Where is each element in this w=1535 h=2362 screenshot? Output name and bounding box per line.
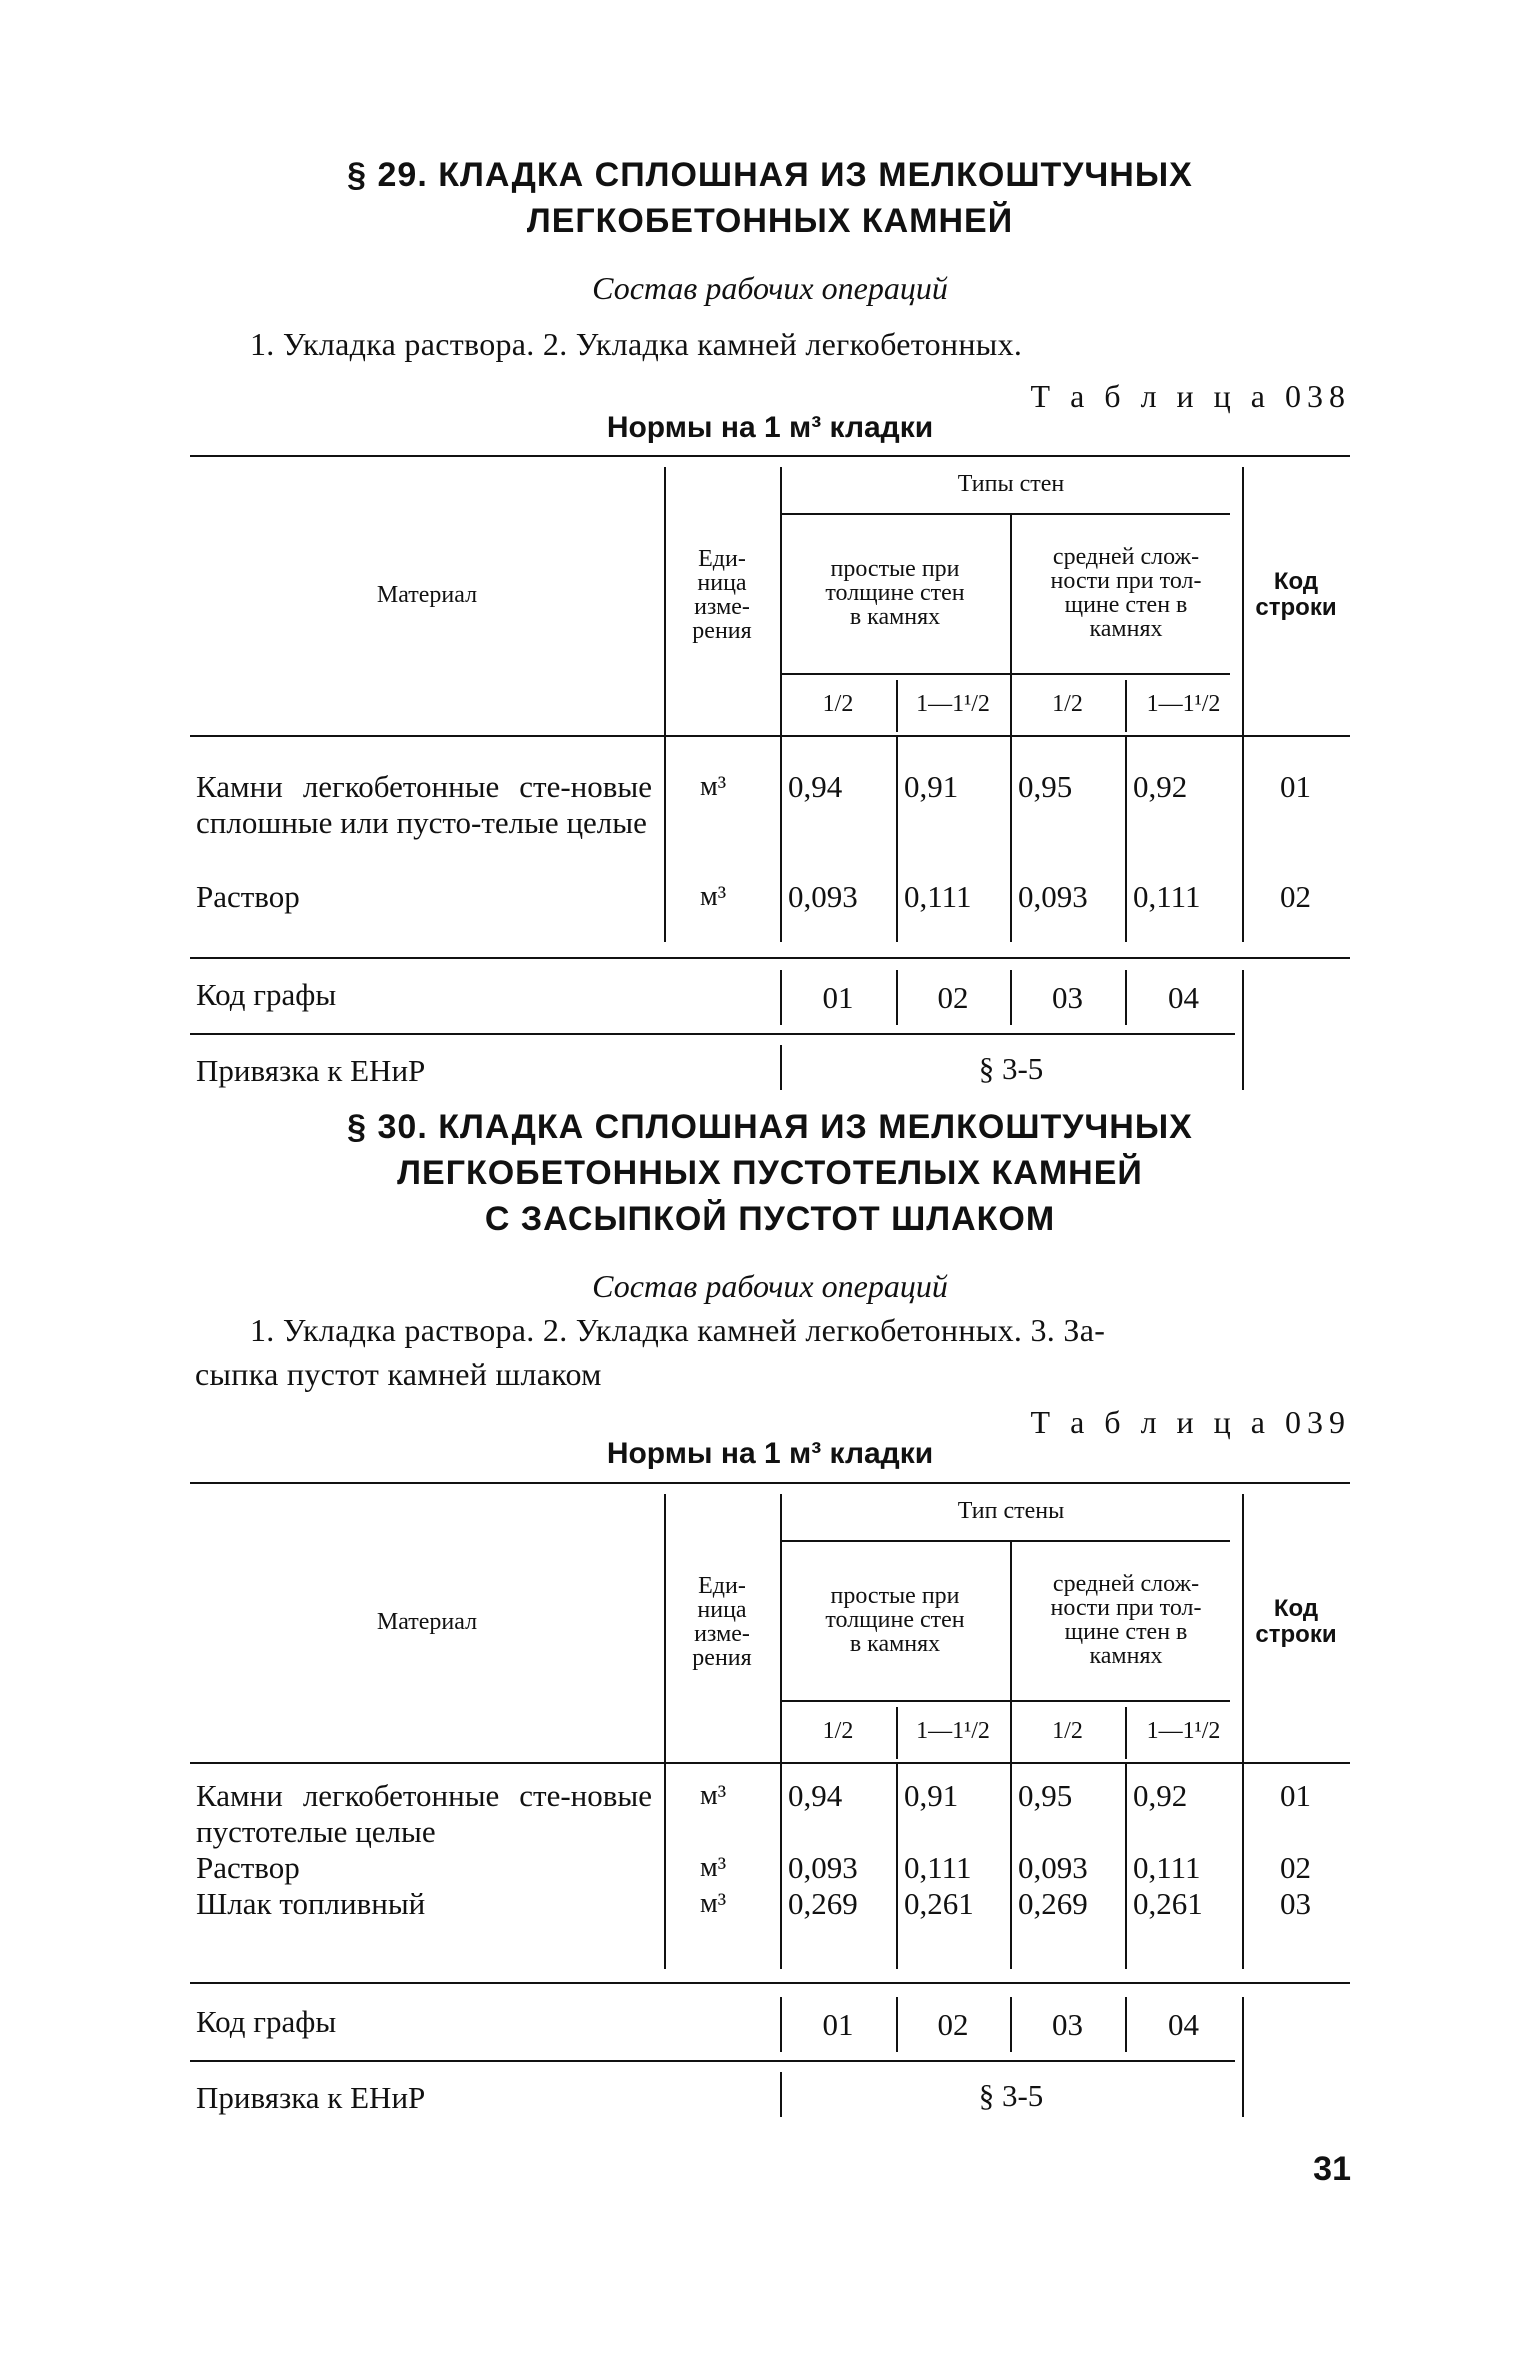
material-stones: Камни легкобетонные сте-новые пустотелые целые bbox=[196, 1778, 652, 1849]
value-cell: 0,92 bbox=[1133, 769, 1188, 804]
table-039-label: Т а б л и ц а 039 bbox=[1030, 1404, 1351, 1440]
sub-header: 1—1¹/2 bbox=[916, 1718, 990, 1744]
value-cell: 0,111 bbox=[1133, 1850, 1201, 1885]
material-mortar: Раствор bbox=[196, 879, 300, 914]
sub-header: 1/2 bbox=[822, 1718, 854, 1744]
col-unit-header: Еди- ница изме- рения bbox=[692, 546, 752, 644]
sub-header: 1—1¹/2 bbox=[916, 691, 990, 717]
row-code: 01 bbox=[1280, 769, 1311, 804]
section-29-title-line2: ЛЕГКОБЕТОННЫХ КАМНЕЙ bbox=[526, 202, 1014, 240]
value-cell: 0,91 bbox=[904, 769, 959, 804]
table-038-label: Т а б л и ц а 038 bbox=[1030, 378, 1351, 414]
unit-cell: м³ bbox=[700, 1852, 727, 1883]
binding-value: § 3-5 bbox=[978, 2078, 1044, 2113]
material-mortar: Раствор bbox=[196, 1850, 300, 1885]
section-30-title-line1: § 30. КЛАДКА СПЛОШНАЯ ИЗ МЕЛКОШТУЧНЫХ bbox=[347, 1108, 1193, 1146]
graph-code: 03 bbox=[1052, 979, 1083, 1015]
col-medium-header: средней слож- ности при тол- щине стен в камнях bbox=[1050, 544, 1202, 642]
section-30-title-line3: С ЗАСЫПКОЙ ПУСТОТ ШЛАКОМ bbox=[484, 1200, 1056, 1238]
col-code-header: Код строки bbox=[1255, 1595, 1337, 1648]
value-cell: 0,093 bbox=[1018, 879, 1088, 914]
value-cell: 0,261 bbox=[1133, 1886, 1203, 1921]
table-039-norms-title: Нормы на 1 м³ кладки bbox=[606, 1437, 934, 1470]
graph-code: 02 bbox=[937, 2006, 969, 2042]
material-slag: Шлак топливный bbox=[196, 1886, 426, 1921]
value-cell: 0,093 bbox=[788, 1850, 858, 1885]
sub-header: 1/2 bbox=[1052, 691, 1083, 717]
value-cell: 0,261 bbox=[904, 1886, 974, 1921]
col-types-header: Тип стены bbox=[957, 1498, 1065, 1524]
section-30-ops-text-line2: сыпка пустот камней шлаком bbox=[195, 1356, 602, 1392]
value-cell: 0,94 bbox=[788, 769, 843, 804]
table-039 bbox=[190, 1482, 1350, 2122]
row-code: 02 bbox=[1280, 879, 1311, 914]
value-cell: 0,94 bbox=[788, 1778, 843, 1813]
sub-header: 1/2 bbox=[1052, 1718, 1083, 1744]
graph-code: 01 bbox=[822, 2006, 854, 2042]
unit-cell: м³ bbox=[700, 1780, 727, 1811]
value-cell: 0,269 bbox=[1018, 1886, 1088, 1921]
value-cell: 0,95 bbox=[1018, 1778, 1073, 1813]
value-cell: 0,92 bbox=[1133, 1778, 1188, 1813]
value-cell: 0,91 bbox=[904, 1778, 959, 1813]
sub-header: 1—1¹/2 bbox=[1146, 691, 1221, 717]
section-29-title-line1: § 29. КЛАДКА СПЛОШНАЯ ИЗ МЕЛКОШТУЧНЫХ bbox=[347, 156, 1193, 194]
row-code: 03 bbox=[1280, 1886, 1311, 1921]
page-number: 31 bbox=[1313, 2150, 1351, 2188]
graph-code: 04 bbox=[1168, 2006, 1199, 2042]
table-038-norms-title: Нормы на 1 м³ кладки bbox=[606, 411, 934, 444]
section-30-title-line2: ЛЕГКОБЕТОННЫХ ПУСТОТЕЛЫХ КАМНЕЙ bbox=[397, 1154, 1143, 1192]
binding-label: Привязка к ЕНиР bbox=[196, 1053, 426, 1088]
unit-cell: м³ bbox=[700, 881, 727, 912]
value-cell: 0,093 bbox=[1018, 1850, 1088, 1885]
value-cell: 0,269 bbox=[788, 1886, 858, 1921]
graph-code: 04 bbox=[1168, 979, 1199, 1015]
col-material-header: Материал bbox=[376, 582, 478, 608]
graph-code: 02 bbox=[937, 979, 969, 1015]
col-types-header: Типы стен bbox=[957, 471, 1065, 497]
graph-code: 01 bbox=[822, 979, 854, 1015]
value-cell: 0,093 bbox=[788, 879, 858, 914]
binding-label: Привязка к ЕНиР bbox=[196, 2080, 426, 2115]
section-30-ops-text-line1: 1. Укладка раствора. 2. Укладка камней легкобетонных. 3. За- bbox=[250, 1312, 1106, 1348]
table-038 bbox=[190, 455, 1350, 1095]
sub-header: 1—1¹/2 bbox=[1146, 1718, 1221, 1744]
col-unit-header: Еди- ница изме- рения bbox=[692, 1573, 752, 1671]
col-material-header: Материал bbox=[376, 1609, 478, 1635]
section-29-ops-heading: Состав рабочих операций bbox=[592, 270, 948, 306]
value-cell: 0,111 bbox=[1133, 879, 1201, 914]
col-simple-header: простые при толщине стен в камнях bbox=[825, 1583, 965, 1657]
value-cell: 0,95 bbox=[1018, 769, 1073, 804]
section-30-ops-heading: Состав рабочих операций bbox=[592, 1268, 948, 1304]
graph-code: 03 bbox=[1052, 2006, 1083, 2042]
value-cell: 0,111 bbox=[904, 879, 972, 914]
col-code-header: Код строки bbox=[1255, 568, 1337, 621]
row-code: 02 bbox=[1280, 1850, 1311, 1885]
unit-cell: м³ bbox=[700, 771, 727, 802]
graph-code-label: Код графы bbox=[196, 2004, 337, 2039]
row-code: 01 bbox=[1280, 1778, 1311, 1813]
value-cell: 0,111 bbox=[904, 1850, 972, 1885]
binding-value: § 3-5 bbox=[978, 1051, 1044, 1086]
section-29-ops-text: 1. Укладка раствора. 2. Укладка камней легкобетонных. bbox=[250, 326, 1023, 362]
material-stones: Камни легкобетонные сте-новые сплошные или пусто-телые целые bbox=[196, 769, 652, 840]
graph-code-label: Код графы bbox=[196, 977, 337, 1012]
unit-cell: м³ bbox=[700, 1888, 727, 1919]
col-medium-header: средней слож- ности при тол- щине стен в камнях bbox=[1050, 1571, 1202, 1669]
col-simple-header: простые при толщине стен в камнях bbox=[825, 556, 965, 630]
sub-header: 1/2 bbox=[822, 691, 854, 717]
